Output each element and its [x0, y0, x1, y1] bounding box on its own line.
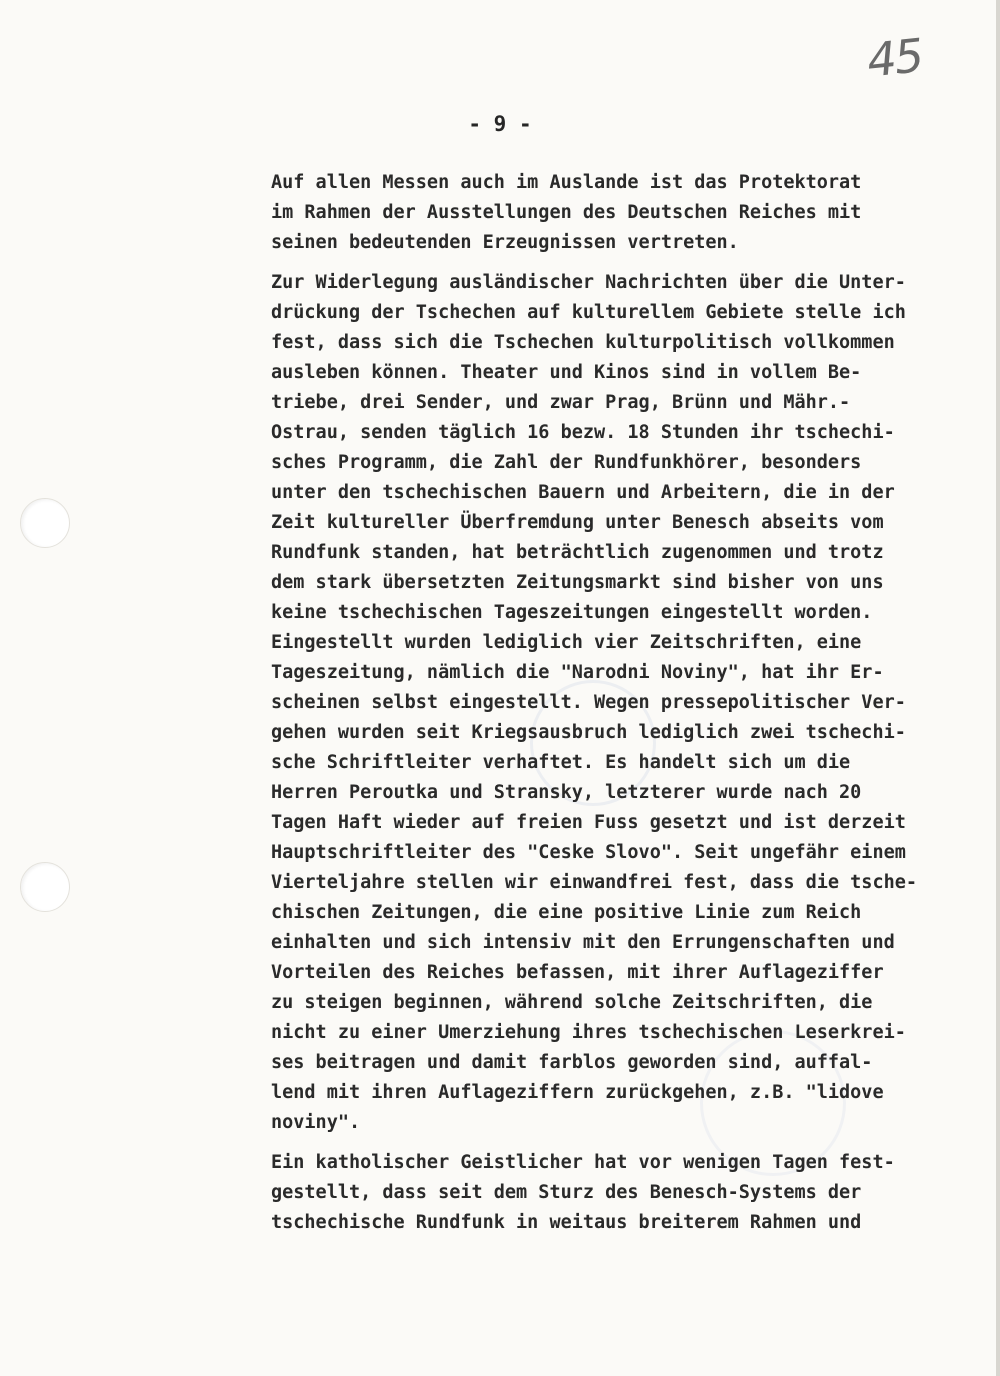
text-line: Ein katholischer Geistlicher hat vor wenigen Tagen fest-	[271, 1152, 895, 1173]
text-line: sche Schriftleiter verhaftet. Es handelt sich um die	[271, 752, 851, 773]
text-line: drückung der Tschechen auf kulturellem Gebiete stelle ich	[271, 302, 906, 323]
paragraph	[271, 1148, 991, 1238]
text-line: Vorteilen des Reiches befassen, mit ihrer Auflageziffer	[271, 962, 884, 983]
text-line: Zeit kultureller Überfremdung unter Benesch abseits vom	[271, 512, 884, 533]
punch-hole-bottom	[20, 862, 70, 912]
text-line: Eingestellt wurden lediglich vier Zeitschriften, eine	[271, 632, 862, 653]
text-line: Tageszeitung, nämlich die "Narodni Noviny", hat ihr Er-	[271, 662, 884, 683]
text-line: ausleben können. Theater und Kinos sind in vollem Be-	[271, 362, 862, 383]
text-line: sches Programm, die Zahl der Rundfunkhörer, besonders	[271, 452, 862, 473]
text-line: Auf allen Messen auch im Auslande ist das Protektorat	[271, 172, 862, 193]
text-line: chischen Zeitungen, die eine positive Linie zum Reich	[271, 902, 862, 923]
text-line: einhalten und sich intensiv mit den Errungenschaften und	[271, 932, 895, 953]
text-line: ses beitragen und damit farblos geworden sind, auffal-	[271, 1052, 873, 1073]
text-line: unter den tschechischen Bauern und Arbeitern, die in der	[271, 482, 895, 503]
text-line: gestellt, dass seit dem Sturz des Benesch-Systems der	[271, 1182, 862, 1203]
document-body	[271, 168, 991, 1248]
text-line: tschechische Rundfunk in weitaus breiterem Rahmen und	[271, 1212, 862, 1233]
handwritten-folio-number: 45	[864, 28, 925, 88]
text-line: Vierteljahre stellen wir einwandfrei fest, dass die tsche-	[271, 872, 918, 893]
text-line: im Rahmen der Ausstellungen des Deutschen Reiches mit	[271, 202, 862, 223]
text-line: triebe, drei Sender, und zwar Prag, Brünn und Mähr.-	[271, 392, 851, 413]
paragraph	[271, 268, 991, 1138]
text-line: dem stark übersetzten Zeitungsmarkt sind bisher von uns	[271, 572, 884, 593]
text-line: lend mit ihren Auflageziffern zurückgehen, z.B. "lidove	[271, 1082, 884, 1103]
text-line: Ostrau, senden täglich 16 bezw. 18 Stunden ihr tschechi-	[271, 422, 895, 443]
text-line: Herren Peroutka und Stransky, letzterer wurde nach 20	[271, 782, 862, 803]
text-line: Rundfunk standen, hat beträchtlich zugenommen und trotz	[271, 542, 884, 563]
text-line: seinen bedeutenden Erzeugnissen vertreten.	[271, 232, 739, 253]
text-line: Hauptschriftleiter des "Ceske Slovo". Seit ungefähr einem	[271, 842, 906, 863]
page-edge	[996, 0, 1000, 1376]
page-number: - 9 -	[468, 112, 532, 136]
text-line: Tagen Haft wieder auf freien Fuss gesetzt und ist derzeit	[271, 812, 906, 833]
text-line: scheinen selbst eingestellt. Wegen pressepolitischer Ver-	[271, 692, 906, 713]
punch-hole-top	[20, 498, 70, 548]
paragraph	[271, 168, 991, 258]
text-line: Zur Widerlegung ausländischer Nachrichten über die Unter-	[271, 272, 906, 293]
text-line: fest, dass sich die Tschechen kulturpolitisch vollkommen	[271, 332, 895, 353]
text-line: gehen wurden seit Kriegsausbruch lediglich zwei tschechi-	[271, 722, 906, 743]
text-line: keine tschechischen Tageszeitungen eingestellt worden.	[271, 602, 873, 623]
text-line: zu steigen beginnen, während solche Zeitschriften, die	[271, 992, 873, 1013]
text-line: noviny".	[271, 1112, 361, 1133]
text-line: nicht zu einer Umerziehung ihres tschechischen Leserkrei-	[271, 1022, 906, 1043]
